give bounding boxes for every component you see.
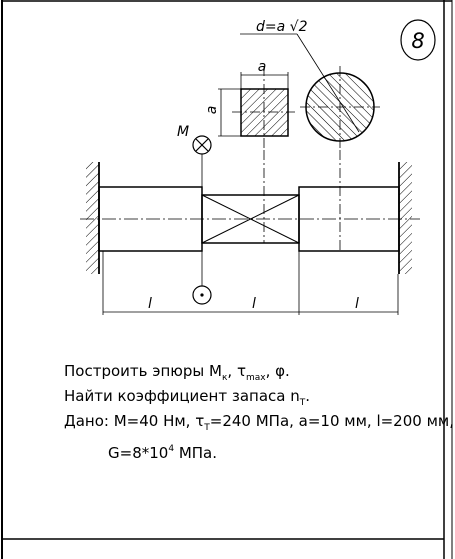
diameter-formula: d=a √2: [256, 19, 308, 35]
left-wall: [86, 162, 99, 274]
square-side-top-label: a: [257, 59, 267, 75]
square-section: [204, 59, 295, 150]
moment-label: M: [177, 124, 190, 140]
task-text: [64, 362, 454, 462]
task-line-3: Дано: M=40 Нм, $\tau_T=240$ МПа, a=10 мм, l=200 мм,: [64, 412, 454, 433]
length-dimensions: [103, 251, 398, 315]
problem-number: 8: [411, 29, 425, 53]
square-side-left-label: a: [204, 105, 220, 115]
length-left-label: l: [148, 296, 152, 312]
sheet-border: [2, 0, 452, 559]
length-right-label: l: [355, 296, 359, 312]
task-line-2: Найти коэффициент запаса $n_T$.: [64, 387, 311, 408]
length-mid-label: l: [252, 296, 256, 312]
right-wall: [399, 162, 412, 274]
moment-symbol: [177, 124, 211, 187]
moment-dot-symbol: [193, 251, 211, 304]
task-line-1: Построить эпюры $M_к$, $\tau_{max}$, φ.: [64, 362, 290, 383]
task-line-4: $G=8*10^4$ МПа.: [108, 444, 218, 462]
problem-number-badge: [401, 20, 435, 60]
shaft: [80, 150, 420, 251]
